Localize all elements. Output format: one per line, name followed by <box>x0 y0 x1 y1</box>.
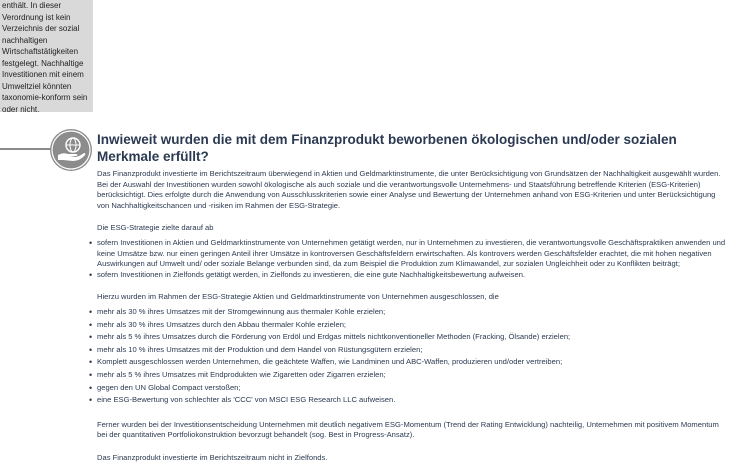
goals-lead: Die ESG-Strategie zielte darauf ab <box>97 223 214 233</box>
sidebar-note-text: enthält. In dieser Verordnung ist kein Verzeichnis der sozial nachhaltigen Wirtschaftstätigkeiten festgelegt. Nachhaltige Investitionen mit einem Umweltziel könnten taxonomie-konform sein oder nicht. <box>2 1 88 114</box>
momentum-paragraph: Ferner wurden bei der Investitionsentscheidung Unternehmen mit deutlich negativem ESG-Momentum (Trend der Rating Entwicklung) nachteilig, Unternehmen mit positivem Momentum bei der quantitativen Portfoliokonstruktion bevorzugt behandelt (sog. Best in Progress-Ansatz). <box>97 419 719 440</box>
section-heading: Inwieweit wurden die mit dem Finanzprodukt beworbenen ökologischen und/oder sozialen Merkmale erfüllt? <box>97 132 677 164</box>
list-item: • Komplett ausgeschlossen werden Unternehmen, die geächtete Waffen, wie Landminen und ABC-Waffen, produzieren und/oder vertreiben; <box>97 357 727 368</box>
list-item: • sofern Investitionen in Aktien und Geldmarktinstrumente von Unternehmen getätigt werden, nur in Unternehmen zu investieren, die verantwortungsvolle Geschäftspraktiken anwenden und keine Umsätze bzw. nur einen geringen Anteil ihrer Umsätze in kontroversen Geschäftsfeldern erwirtschaften. Als kontrovers werden Geschäftsfelder erachtet, die mit hohen negativen Auswirkungen auf Umwelt und/ oder soziale Belange verbunden sind, da zum Beispiel die Produktion zum Klimawandel, zur sozialen Ungleichheit oder zu Konflikten beiträgt; <box>97 238 727 270</box>
list-item: • mehr als 10 % ihres Umsatzes mit der Produktion und dem Handel von Rüstungsgütern erzielen; <box>97 345 727 356</box>
list-item: • mehr als 30 % ihres Umsatzes durch den Abbau thermaler Kohle erzielen; <box>97 320 727 331</box>
list-item: • sofern Investitionen in Zielfonds getätigt werden, in Zielfonds zu investieren, die eine gute Nachhaltigkeitsbewertung aufweisen. <box>97 270 727 281</box>
list-item: • mehr als 5 % ihres Umsatzes mit Endprodukten wie Zigaretten oder Zigarren erzielen; <box>97 370 727 381</box>
list-item: • mehr als 5 % ihres Umsatzes durch die Förderung von Erdöl und Erdgas mittels nichtkonventioneller Methoden (Fracking, Ölsande) erzielen; <box>97 332 727 343</box>
list-item: • mehr als 30 % ihres Umsatzes mit der Stromgewinnung aus thermaler Kohle erzielen; <box>97 307 727 318</box>
hand-holding-globe-icon <box>49 128 93 172</box>
sidebar-note <box>0 0 93 112</box>
section-content <box>97 169 727 463</box>
exclusions-lead: Hierzu wurden im Rahmen der ESG-Strategie Aktien und Geldmarktinstrumente von Unternehmen ausgeschlossen, die <box>97 292 499 302</box>
target-funds-paragraph: Das Finanzprodukt investierte im Berichtszeitraum nicht in Zielfonds. <box>97 452 328 462</box>
list-item: • eine ESG-Bewertung von schlechter als 'CCC' von MSCI ESG Research LLC aufweisen. <box>97 395 727 406</box>
exclusions-list <box>97 307 727 406</box>
list-item: • gegen den UN Global Compact verstoßen; <box>97 383 727 394</box>
goals-list <box>97 238 727 280</box>
section-divider-line <box>0 148 56 150</box>
intro-paragraph: Das Finanzprodukt investierte im Berichtszeitraum überwiegend in Aktien und Geldmarktinstrumente, die unter Berücksichtigung von Grundsätzen der Nachhaltigkeit ausgewählt wurden. Bei der Auswahl der Investitionen wurden sowohl ökologische als auch soziale und die verantwortungsvolle Unternehmens- und Staatsführung betreffende Kriterien (ESG-Kriterien) berücksichtigt. Dies erfolgte durch die Anwendung von Ausschlusskriterien sowie einer Analyse und Bewertung der Unternehmen anhand von ESG-Kriterien und unter Berücksichtigung von Nachhaltigkeitschancen und -risiken im Rahmen der ESG-Strategie. <box>97 169 721 210</box>
